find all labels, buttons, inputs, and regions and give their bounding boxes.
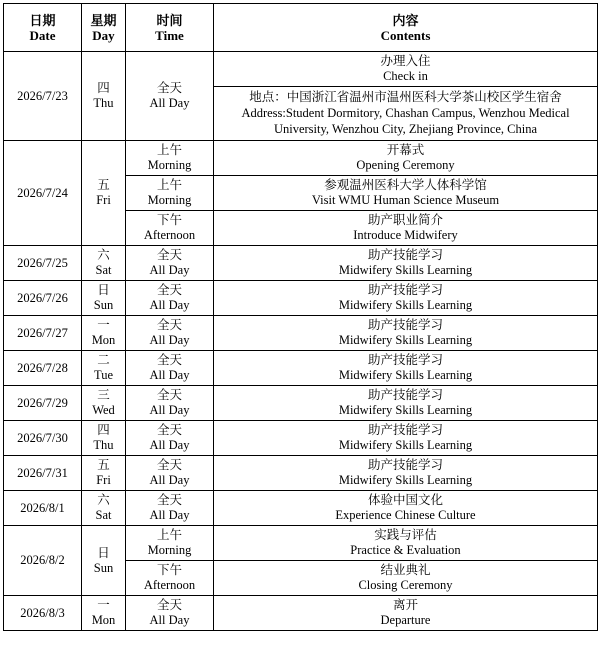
time-cell: 全天 All Day [126,281,214,316]
header-contents: 内容 Contents [214,4,598,52]
day-cell: 一 Mon [82,596,126,631]
table-row [4,596,598,631]
time-cell: 下午 Afternoon [126,561,214,596]
date-cell: 2026/8/3 [4,596,82,631]
day-cell: 五 Fri [82,456,126,491]
header-time: 时间 Time [126,4,214,52]
content-cell: 开幕式 Opening Ceremony [214,141,598,176]
schedule-table [3,3,598,631]
table-row [4,526,598,561]
content-cell: 助产技能学习 Midwifery Skills Learning [214,386,598,421]
content-cell: 助产技能学习 Midwifery Skills Learning [214,246,598,281]
day-cell: 三 Wed [82,386,126,421]
date-cell: 2026/7/31 [4,456,82,491]
day-cell: 日 Sun [82,526,126,596]
time-cell: 全天 All Day [126,351,214,386]
date-cell: 2026/7/23 [4,52,82,141]
time-cell: 全天 All Day [126,386,214,421]
date-cell: 2026/7/27 [4,316,82,351]
table-row [4,386,598,421]
table-row [4,52,598,87]
day-cell: 六 Sat [82,491,126,526]
header-row [4,4,598,52]
content-cell: 助产职业简介 Introduce Midwifery [214,211,598,246]
table-row [4,246,598,281]
content-cell: 助产技能学习 Midwifery Skills Learning [214,316,598,351]
time-cell: 全天 All Day [126,52,214,141]
time-cell: 全天 All Day [126,596,214,631]
content-cell: 办理入住 Check in [214,52,598,87]
time-cell: 上午 Morning [126,176,214,211]
table-row [4,491,598,526]
content-cell: 实践与评估 Practice & Evaluation [214,526,598,561]
time-cell: 上午 Morning [126,141,214,176]
content-cell: 离开 Departure [214,596,598,631]
content-cell: 体验中国文化 Experience Chinese Culture [214,491,598,526]
date-cell: 2026/7/25 [4,246,82,281]
time-cell: 全天 All Day [126,316,214,351]
time-cell: 全天 All Day [126,246,214,281]
table-row [4,421,598,456]
time-cell: 全天 All Day [126,456,214,491]
content-cell: 助产技能学习 Midwifery Skills Learning [214,351,598,386]
date-cell: 2026/7/24 [4,141,82,246]
header-date: 日期 Date [4,4,82,52]
date-cell: 2026/8/1 [4,491,82,526]
content-cell: 助产技能学习 Midwifery Skills Learning [214,421,598,456]
table-row [4,456,598,491]
day-cell: 四 Thu [82,421,126,456]
table-row [4,316,598,351]
time-cell: 全天 All Day [126,421,214,456]
day-cell: 五 Fri [82,141,126,246]
day-cell: 一 Mon [82,316,126,351]
content-cell: 结业典礼 Closing Ceremony [214,561,598,596]
date-cell: 2026/7/26 [4,281,82,316]
time-cell: 下午 Afternoon [126,211,214,246]
time-cell: 全天 All Day [126,491,214,526]
day-cell: 日 Sun [82,281,126,316]
date-cell: 2026/8/2 [4,526,82,596]
day-cell: 二 Tue [82,351,126,386]
date-cell: 2026/7/28 [4,351,82,386]
day-cell: 六 Sat [82,246,126,281]
date-cell: 2026/7/30 [4,421,82,456]
content-cell: 助产技能学习 Midwifery Skills Learning [214,281,598,316]
time-cell: 上午 Morning [126,526,214,561]
table-row [4,141,598,176]
address-cell: 地点：中国浙江省温州市温州医科大学茶山校区学生宿舍 Address:Student Dormitory, Chashan Campus, Wenzhou Medical University, Wenzhou City, Zhejiang Province, China [214,87,598,141]
date-cell: 2026/7/29 [4,386,82,421]
table-row [4,281,598,316]
table-row [4,351,598,386]
content-cell: 助产技能学习 Midwifery Skills Learning [214,456,598,491]
day-cell: 四 Thu [82,52,126,141]
header-day: 星期 Day [82,4,126,52]
content-cell: 参观温州医科大学人体科学馆 Visit WMU Human Science Museum [214,176,598,211]
